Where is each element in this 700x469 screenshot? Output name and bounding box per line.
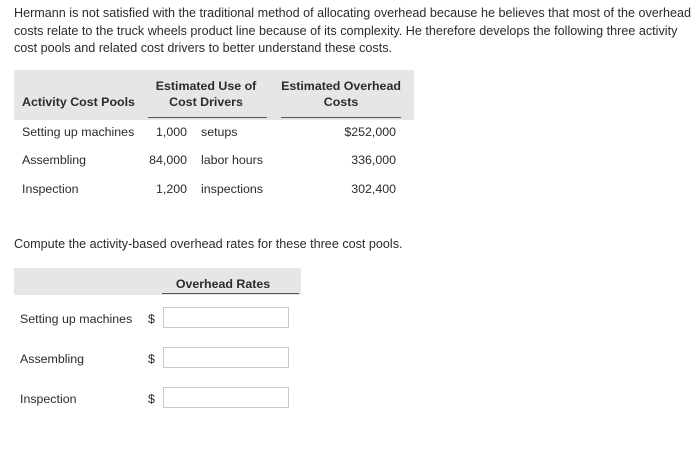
answer-row-label: Inspection [20,392,77,406]
row-unit: labor hours [201,153,263,167]
row-quantity: 84,000 [149,153,187,167]
header-rule-drivers [148,117,267,118]
currency-symbol: $ [148,392,155,406]
answer-row-label: Assembling [20,352,85,366]
setting-up-machines-rate-input[interactable] [163,307,289,328]
row-cost: 302,400 [351,182,396,196]
row-pool-label: Setting up machines [22,125,135,139]
intro-paragraph: Hermann is not satisfied with the traditional method of allocating overhead because he believes that most of the overhead costs relate to the truck wheels product line because of its complexity. He therefore develops the following three activity cost pools and related cost drivers to better understand these costs. [14,6,691,55]
answer-header-rule [162,293,299,294]
row-quantity: 1,000 [155,125,187,139]
row-quantity: 1,200 [155,182,187,196]
currency-symbol: $ [148,312,155,326]
row-pool-label: Inspection [22,182,79,196]
assembling-rate-input[interactable] [163,347,289,368]
answer-row-label: Setting up machines [20,312,133,326]
row-cost: $252,000 [344,125,396,139]
header-estimated-overhead: Estimated Overhead Costs [281,79,401,109]
row-cost: 336,000 [351,153,396,167]
row-unit: inspections [201,182,263,196]
question-prompt: Compute the activity-based overhead rates for these three cost pools. [14,237,403,251]
header-rule-costs [281,117,401,118]
header-activity-cost-pools: Activity Cost Pools [22,95,135,109]
row-pool-label: Assembling [22,153,87,167]
inspection-rate-input[interactable] [163,387,289,408]
row-unit: setups [201,125,238,139]
header-overhead-rates: Overhead Rates [175,277,271,291]
currency-symbol: $ [148,352,155,366]
header-estimated-use: Estimated Use of Cost Drivers [155,79,257,109]
